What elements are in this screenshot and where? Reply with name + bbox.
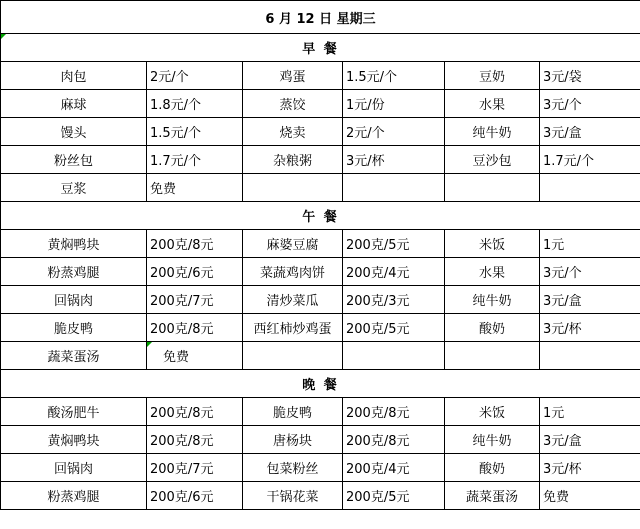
dish-name-cell[interactable]: 酸汤肥牛 (1, 398, 147, 426)
dish-name-cell[interactable] (445, 174, 540, 202)
price-cell[interactable]: 200克/8元 (343, 426, 445, 454)
price-cell[interactable]: 免费 (540, 482, 640, 510)
price-cell[interactable]: 1.5元/个 (147, 118, 243, 146)
dish-name-cell[interactable]: 黄焖鸭块 (1, 230, 147, 258)
dish-name-cell[interactable]: 回锅肉 (1, 286, 147, 314)
price-cell[interactable]: 200克/8元 (147, 426, 243, 454)
dish-name-cell[interactable]: 馒头 (1, 118, 147, 146)
price-cell[interactable]: 3元/盒 (540, 286, 640, 314)
dish-name-cell[interactable]: 蔬菜蛋汤 (1, 342, 147, 370)
price-cell[interactable]: 1.5元/个 (343, 62, 445, 90)
menu-row (1, 454, 640, 482)
dish-name-cell[interactable]: 纯牛奶 (445, 118, 540, 146)
price-cell[interactable]: 200克/7元 (147, 454, 243, 482)
title-row (1, 1, 640, 34)
dish-name-cell[interactable]: 杂粮粥 (243, 146, 343, 174)
dish-name-cell[interactable]: 脆皮鸭 (1, 314, 147, 342)
price-cell[interactable]: 200克/8元 (147, 398, 243, 426)
dish-name-cell[interactable]: 水果 (445, 90, 540, 118)
dish-name-cell[interactable]: 纯牛奶 (445, 286, 540, 314)
price-cell[interactable]: 200克/5元 (343, 230, 445, 258)
menu-table-body (1, 1, 640, 510)
price-cell[interactable]: 200克/4元 (343, 454, 445, 482)
section-header-row (1, 34, 640, 62)
dish-name-cell[interactable]: 蒸饺 (243, 90, 343, 118)
dish-name-cell[interactable]: 回锅肉 (1, 454, 147, 482)
section-header-row (1, 202, 640, 230)
dish-name-cell[interactable] (243, 342, 343, 370)
price-cell[interactable]: 1元 (540, 398, 640, 426)
price-cell[interactable]: 200克/5元 (343, 482, 445, 510)
section-title-breakfast[interactable]: 早 餐 (1, 34, 640, 62)
dish-name-cell[interactable]: 米饭 (445, 230, 540, 258)
price-cell[interactable]: 200克/5元 (343, 314, 445, 342)
dish-name-cell[interactable]: 酸奶 (445, 314, 540, 342)
price-cell[interactable]: 1元 (540, 230, 640, 258)
dish-name-cell[interactable]: 包菜粉丝 (243, 454, 343, 482)
dish-name-cell[interactable]: 西红柿炒鸡蛋 (243, 314, 343, 342)
price-cell[interactable]: 3元/杯 (343, 146, 445, 174)
dish-name-cell[interactable]: 烧卖 (243, 118, 343, 146)
menu-row (1, 62, 640, 90)
menu-row (1, 314, 640, 342)
price-cell[interactable]: 200克/8元 (343, 398, 445, 426)
dish-name-cell[interactable]: 蔬菜蛋汤 (445, 482, 540, 510)
menu-row (1, 146, 640, 174)
price-cell[interactable]: 3元/盒 (540, 118, 640, 146)
dish-name-cell[interactable]: 豆浆 (1, 174, 147, 202)
dish-name-cell[interactable] (445, 342, 540, 370)
price-cell[interactable]: 1.7元/个 (540, 146, 640, 174)
price-cell[interactable]: 2元/个 (343, 118, 445, 146)
dish-name-cell[interactable]: 纯牛奶 (445, 426, 540, 454)
dish-name-cell[interactable]: 菜蔬鸡肉饼 (243, 258, 343, 286)
menu-row (1, 118, 640, 146)
price-cell[interactable]: 1.7元/个 (147, 146, 243, 174)
menu-row (1, 90, 640, 118)
dish-name-cell[interactable]: 粉丝包 (1, 146, 147, 174)
dish-name-cell[interactable]: 脆皮鸭 (243, 398, 343, 426)
price-cell[interactable]: 200克/6元 (147, 482, 243, 510)
menu-row (1, 174, 640, 202)
price-cell[interactable]: 3元/个 (540, 90, 640, 118)
dish-name-cell[interactable]: 唐杨块 (243, 426, 343, 454)
dish-name-cell[interactable]: 麻婆豆腐 (243, 230, 343, 258)
dish-name-cell[interactable]: 粉蒸鸡腿 (1, 258, 147, 286)
dish-name-cell[interactable]: 麻球 (1, 90, 147, 118)
date-title[interactable]: 6 月 12 日 星期三 (1, 1, 640, 34)
menu-row (1, 398, 640, 426)
dish-name-cell[interactable]: 豆沙包 (445, 146, 540, 174)
menu-row (1, 286, 640, 314)
price-cell[interactable]: 200克/6元 (147, 258, 243, 286)
section-title-lunch[interactable]: 午 餐 (1, 202, 640, 230)
menu-row (1, 342, 640, 370)
section-header-row (1, 370, 640, 398)
dish-name-cell[interactable]: 干锅花菜 (243, 482, 343, 510)
dish-name-cell[interactable] (243, 174, 343, 202)
price-cell[interactable]: 3元/盒 (540, 426, 640, 454)
dish-name-cell[interactable]: 肉包 (1, 62, 147, 90)
price-cell[interactable]: 3元/杯 (540, 454, 640, 482)
section-title-dinner[interactable]: 晚 餐 (1, 370, 640, 398)
price-cell[interactable]: 200克/4元 (343, 258, 445, 286)
menu-row (1, 482, 640, 510)
dish-name-cell[interactable]: 豆奶 (445, 62, 540, 90)
dish-name-cell[interactable]: 酸奶 (445, 454, 540, 482)
price-cell[interactable]: 免费 (147, 174, 243, 202)
dish-name-cell[interactable]: 鸡蛋 (243, 62, 343, 90)
dish-name-cell[interactable]: 粉蒸鸡腿 (1, 482, 147, 510)
menu-row (1, 230, 640, 258)
price-cell[interactable]: 200克/8元 (147, 314, 243, 342)
dish-name-cell[interactable]: 清炒菜瓜 (243, 286, 343, 314)
price-cell[interactable]: 免费 (147, 342, 243, 370)
price-cell[interactable] (343, 342, 445, 370)
dish-name-cell[interactable]: 水果 (445, 258, 540, 286)
price-cell[interactable]: 1.8元/个 (147, 90, 243, 118)
price-cell[interactable]: 1元/份 (343, 90, 445, 118)
price-cell[interactable]: 3元/袋 (540, 62, 640, 90)
price-cell[interactable]: 200克/7元 (147, 286, 243, 314)
price-cell[interactable]: 2元/个 (147, 62, 243, 90)
price-cell[interactable]: 3元/杯 (540, 314, 640, 342)
dish-name-cell[interactable]: 米饭 (445, 398, 540, 426)
menu-row (1, 426, 640, 454)
price-cell[interactable]: 200克/3元 (343, 286, 445, 314)
price-cell[interactable] (540, 342, 640, 370)
price-cell[interactable]: 200克/8元 (147, 230, 243, 258)
dish-name-cell[interactable]: 黄焖鸭块 (1, 426, 147, 454)
price-cell[interactable] (343, 174, 445, 202)
price-cell[interactable]: 3元/个 (540, 258, 640, 286)
menu-row (1, 258, 640, 286)
price-cell[interactable] (540, 174, 640, 202)
